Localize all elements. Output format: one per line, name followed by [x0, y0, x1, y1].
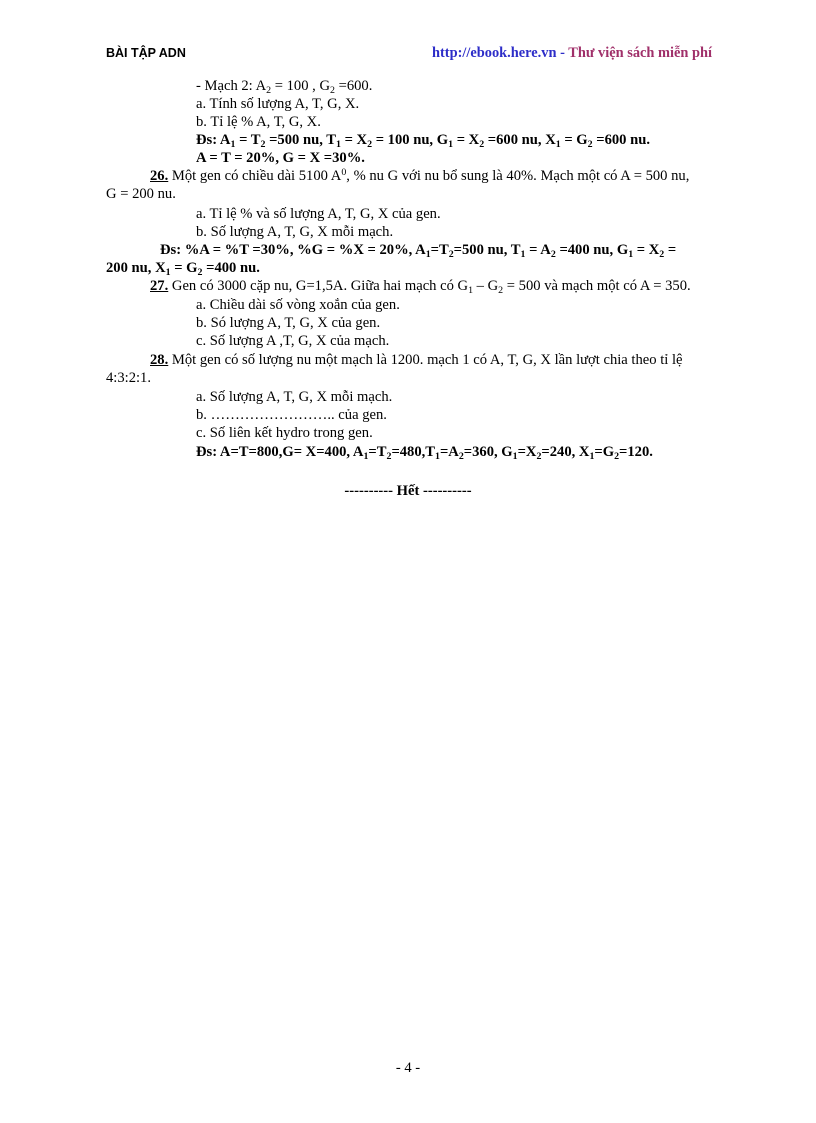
end-marker: ---------- Hết ---------- — [344, 483, 472, 499]
answer-line: Đs: A=T=800,G= X=400, $A_1=T_2=480,T_1=A_2=360$, $G_1=X_2=240$, $X_1=G_2=120$. — [196, 444, 653, 462]
question-28-continued: 4:3:2:1. — [106, 370, 151, 386]
header-separator: - — [556, 45, 569, 61]
page-number: - 4 - — [395, 1060, 421, 1076]
question-option: b. Số lượng A, T, G, X mỗi mạch. — [196, 224, 394, 240]
document-title: BÀI TẬP ADN — [106, 46, 186, 60]
question-number: 28. — [150, 352, 169, 368]
question-option: a. Chiều dài số vòng xoắn của gen. — [196, 297, 400, 313]
header-link[interactable] — [432, 45, 712, 62]
question-option: a. Tính số lượng A, T, G, X. — [196, 96, 360, 112]
question-option: a. Số lượng A, T, G, X mỗi mạch. — [196, 389, 393, 405]
library-tagline: Thư viện sách miễn phí — [568, 45, 712, 61]
question-26-continued: G = 200 nu. — [106, 186, 176, 202]
strand2-line: - Mạch 2: $A_2 = 100$ , $G_2 =600$. — [196, 78, 373, 96]
question-number: 26. — [150, 168, 169, 184]
question-option: a. Tỉ lệ % và số lượng A, T, G, X của gen. — [196, 206, 441, 222]
answer-line: Đs: $A_1 = T_2 =500$ nu, $T_1 = X_2 = 100$ nu, $G_1 = X_2 =600$ nu, $X_1 = G_2 =600$ nu. — [196, 132, 650, 150]
answer-line: A = T = 20%, G = X =30%. — [196, 150, 365, 166]
question-option: b. …………………….. của gen. — [196, 407, 387, 423]
question-number: 27. — [150, 278, 169, 294]
question-option: b. Só lượng A, T, G, X của gen. — [196, 315, 381, 331]
question-27: 27. Gen có 3000 cặp nu, G=1,5A. Giữa hai mạch có $G_1 - G_2 = 500$ và mạch một có A = 350. — [150, 278, 691, 296]
question-option: c. Số liên kết hydro trong gen. — [196, 425, 373, 441]
answer-line: Đs: %A = %T =30%, %G = %X = 20%, $A_1=T_2=500$ nu, $T_1 = A_2 =400$ nu, $G_1 = X_2$ = — [160, 242, 677, 260]
site-url[interactable]: http://ebook.here.vn — [432, 45, 557, 61]
question-28: 28. Một gen có số lượng nu một mạch là 1200. mạch 1 có A, T, G, X lần lượt chia theo tỉ lệ — [150, 352, 683, 368]
question-option: c. Số lượng A ,T, G, X của mạch. — [196, 333, 390, 349]
question-26: 26. Một gen có chiều dài 5100 $A^0$, % nu G với nu bổ sung là 40%. Mạch một có A = 500 nu, — [150, 167, 690, 184]
question-option: b. Tỉ lệ % A, T, G, X. — [196, 114, 321, 130]
answer-line: 200 nu, $X_1 = G_2 =400$ nu. — [106, 260, 260, 278]
